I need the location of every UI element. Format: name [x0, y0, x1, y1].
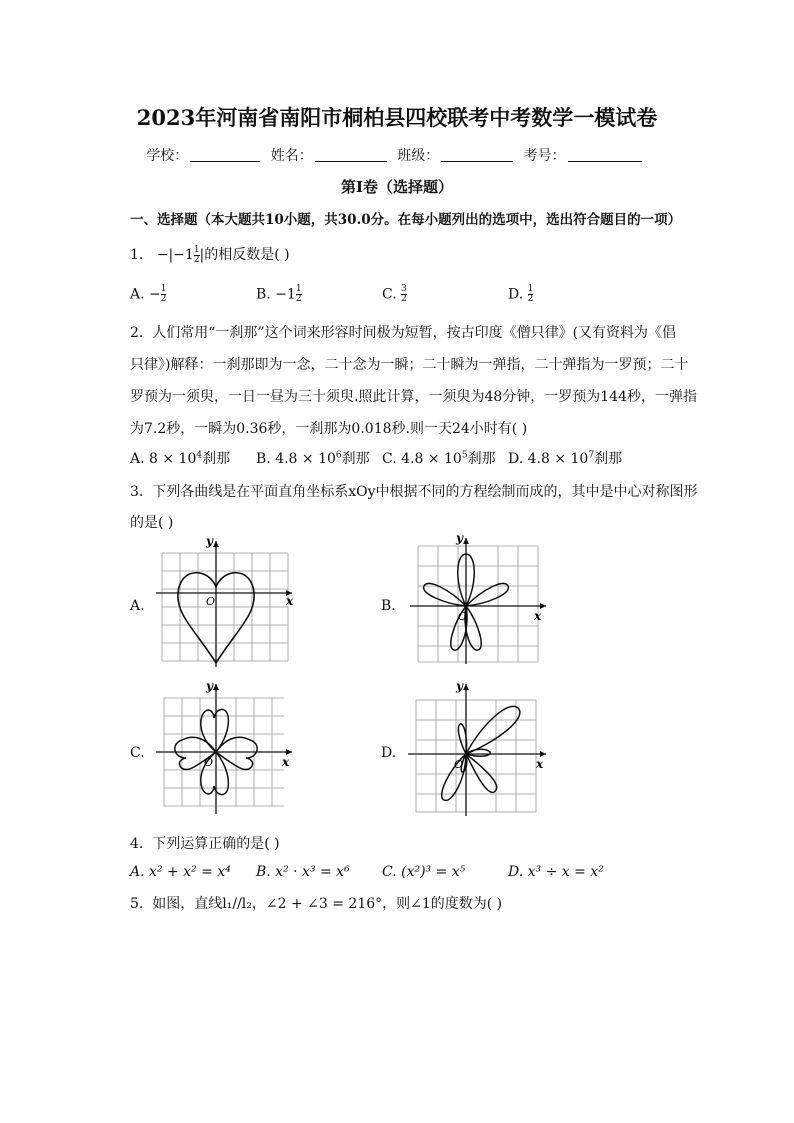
student-info-line	[0, 145, 794, 165]
q3-d-origin: O	[454, 758, 464, 771]
q1-frac-num: 1	[193, 244, 200, 255]
q2-line-2: 只律》)解释：一刹那即为一念，二十念为一瞬；二十瞬为一弹指，二十弹指为一罗预；二十	[130, 357, 689, 373]
q3-figure-b-rose	[400, 532, 550, 667]
q1-option-b[interactable]	[256, 285, 302, 304]
q4-option-d[interactable]: D. x³ ÷ x = x²	[508, 864, 604, 880]
school-label: 学校：	[146, 148, 189, 164]
q4-option-c[interactable]: C. (x²)³ = x⁵	[382, 864, 466, 880]
q2-option-b[interactable]	[256, 448, 370, 468]
question-4	[130, 833, 280, 853]
exam-title: 2023年河南省南阳市桐柏县四校联考中考数学一模试卷	[136, 105, 658, 130]
question-1	[130, 244, 290, 265]
q2-d-base: D. 4.8 × 10	[508, 451, 589, 467]
q1-b-den: 2	[295, 294, 302, 304]
q3-line-2: 的是( )	[130, 515, 174, 531]
q1-a-fraction	[161, 285, 167, 304]
q2-c-unit: 刹那	[467, 451, 496, 467]
q4-stem: 下列运算正确的是( )	[152, 836, 280, 852]
q3-d-y-label: y	[456, 679, 463, 693]
q3-c-origin: O	[204, 756, 214, 769]
q1-d-den: 2	[527, 294, 534, 304]
q3-line-1: 下列各曲线是在平面直角坐标系xOy中根据不同的方程绘制而成的，其中是中心对称图形	[152, 484, 698, 500]
q3-figure-a-heart	[150, 535, 300, 670]
q2-d-exp: 7	[588, 450, 595, 461]
q3-c-y-label: y	[206, 679, 213, 693]
q2-line-4: 为7.2秒，一瞬为0.36秒，一刹那为0.018秒.则一天24小时有( )	[130, 421, 528, 437]
q2-a-exp: 4	[196, 450, 203, 461]
q2-option-d[interactable]	[508, 448, 622, 468]
q2-line-3: 罗预为一须臾，一日一昼为三十须臾.照此计算，一须臾为48分钟，一罗预为144秒，一弹指	[130, 389, 697, 405]
q3-a-y-label: y	[206, 535, 213, 548]
q3-option-a-label[interactable]: A.	[130, 598, 145, 614]
q4-option-a[interactable]: A. x² + x² = x⁴	[130, 864, 231, 880]
q1-d-num: 1	[527, 284, 534, 294]
q1-option-a-label: A. −	[130, 286, 161, 303]
exam-no-label: 考号：	[523, 148, 566, 164]
q5-number: 5.	[130, 896, 144, 912]
question-5	[130, 893, 502, 913]
q3-figure-c-four-leaf	[150, 678, 300, 818]
q1-a-den: 2	[160, 294, 167, 304]
q3-a-x-label: x	[286, 594, 294, 608]
q2-a-unit: 刹那	[202, 451, 231, 467]
q3-figure-d-petals	[400, 678, 550, 818]
school-blank[interactable]	[190, 147, 260, 162]
q1-option-c[interactable]	[382, 285, 407, 304]
q1-option-c-label: C.	[382, 286, 397, 303]
q3-b-x-label: x	[534, 609, 542, 623]
q2-a-base: A. 8 × 10	[130, 451, 197, 467]
q1-option-b-label: B. −1	[256, 286, 296, 303]
q5-stem: 如图，直线l₁//l₂，∠2 + ∠3 = 216°，则∠1的度数为( )	[152, 896, 503, 912]
q1-c-den: 2	[401, 294, 407, 304]
q2-c-base: C. 4.8 × 10	[382, 451, 462, 467]
section-heading: 第I卷（选择题）	[340, 178, 454, 196]
q2-c-exp: 5	[461, 450, 468, 461]
q3-a-origin: O	[206, 595, 216, 608]
q2-number: 2.	[130, 325, 144, 341]
q1-option-d-label: D.	[508, 286, 524, 303]
q1-d-fraction	[528, 285, 534, 304]
q3-b-origin: O	[458, 610, 468, 623]
q2-line-1: 人们常用“一刹那”这个词来形容时间极为短暂，按古印度《僧只律》(又有资料为《倡	[152, 325, 677, 341]
q2-d-unit: 刹那	[594, 451, 623, 467]
q1-stem-prefix: −|−1	[156, 247, 194, 263]
q3-c-x-label: x	[282, 755, 290, 769]
class-blank[interactable]	[441, 147, 513, 162]
q2-option-a[interactable]	[130, 448, 230, 468]
name-blank[interactable]	[315, 147, 387, 162]
q1-option-a[interactable]	[130, 285, 166, 304]
q1-c-fraction: $\frac{3}{2}$	[401, 284, 407, 304]
part-one-heading: 一、选择题（本大题共10小题，共30.0分。在每小题列出的选项中，选出符合题目的一项）	[130, 212, 682, 228]
q2-b-exp: 6	[335, 450, 342, 461]
q1-b-fraction	[296, 285, 302, 304]
q2-b-unit: 刹那	[341, 451, 370, 467]
exam-no-blank[interactable]	[568, 147, 642, 162]
q3-number: 3.	[130, 484, 144, 500]
question-2	[130, 322, 676, 342]
q1-stem-suffix: |的相反数是( )	[199, 247, 290, 263]
q1-frac-den: 2	[193, 254, 200, 265]
q3-option-c-label[interactable]: C.	[130, 745, 145, 761]
q2-b-base: B. 4.8 × 10	[256, 451, 336, 467]
q1-b-num: 1	[295, 284, 302, 294]
q3-b-y-label: y	[456, 532, 463, 545]
q3-option-b-label[interactable]: B.	[381, 598, 396, 614]
class-label: 班级：	[397, 148, 440, 164]
q1-a-num: 1	[160, 284, 167, 294]
name-label: 姓名：	[270, 148, 313, 164]
q1-option-d[interactable]	[508, 285, 533, 304]
question-3	[130, 481, 698, 501]
q4-number: 4.	[130, 836, 144, 852]
q2-option-c[interactable]	[382, 448, 496, 468]
q3-d-x-label: x	[536, 757, 544, 771]
q1-number: 1.	[130, 247, 144, 263]
q3-option-d-label[interactable]: D.	[381, 745, 397, 761]
q4-option-b[interactable]: B. x² · x³ = x⁶	[256, 864, 350, 880]
